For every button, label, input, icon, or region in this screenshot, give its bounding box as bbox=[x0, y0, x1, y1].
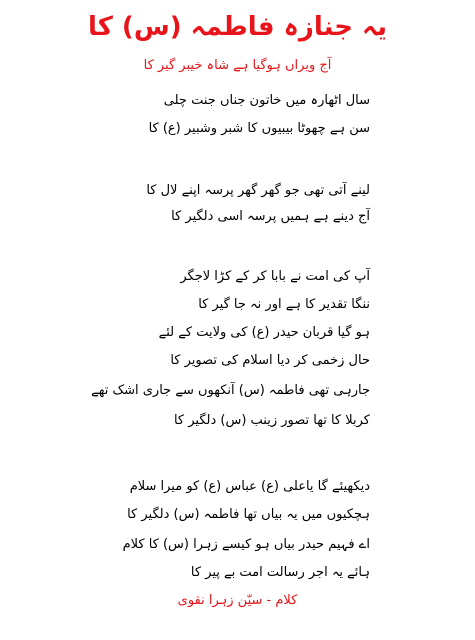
verse-line: دیکھیئے گا یاعلی (ع) عباس (ع) کو میرا سلام bbox=[129, 479, 370, 494]
verse-line: اے فہیم حیدر بیاں ہو کیسے زہرا (س) کا کلام bbox=[122, 537, 370, 552]
verse-line: ننگا تقدیر کا ہے اور نہ جا گیر کا bbox=[198, 297, 370, 312]
verse-line: ہو گیا قربان حیدر (ع) کی ولایت کے لئے bbox=[158, 325, 370, 340]
verse-line: ہائے یہ اجر رسالت امت بے پیر کا bbox=[190, 565, 370, 580]
poem-title: یہ جنازہ فاطمہ (س) کا bbox=[88, 12, 387, 42]
poem-subtitle: آج ویراں ہوگیا ہے شاہ خیبر گیر کا bbox=[143, 58, 332, 73]
verse-line: جارہی تھی فاطمہ (س) آنکھوں سے جاری اشک تھے bbox=[91, 383, 370, 398]
poem-author: کلام - سیّن زہرا نقوی bbox=[177, 593, 298, 608]
verse-line: لینے آتی تھی جو گھر گھر پرسہ اپنے لال کا bbox=[146, 183, 370, 198]
verse-line: آپ کی امت نے بابا کر کے کڑا لاجگر bbox=[180, 269, 370, 284]
verse-line: سن ہے چھوٹا بیبیوں کا شبر وشبیر (ع) کا bbox=[148, 121, 370, 136]
verse-line: حال زخمی کر دیا اسلام کی تصویر کا bbox=[170, 353, 370, 368]
verse-line: کربلا کا تھا تصور زینب (س) دلگیر کا bbox=[173, 413, 370, 428]
verse-line: ہچکیوں میں یہ بیاں تھا فاطمہ (س) دلگیر کا bbox=[127, 507, 370, 522]
verse-line: سال اٹھارہ میں خاتون جناں جنت چلی bbox=[163, 93, 370, 108]
verse-line: آج دینے ہے ہمیں پرسہ اسی دلگیر کا bbox=[171, 209, 370, 224]
